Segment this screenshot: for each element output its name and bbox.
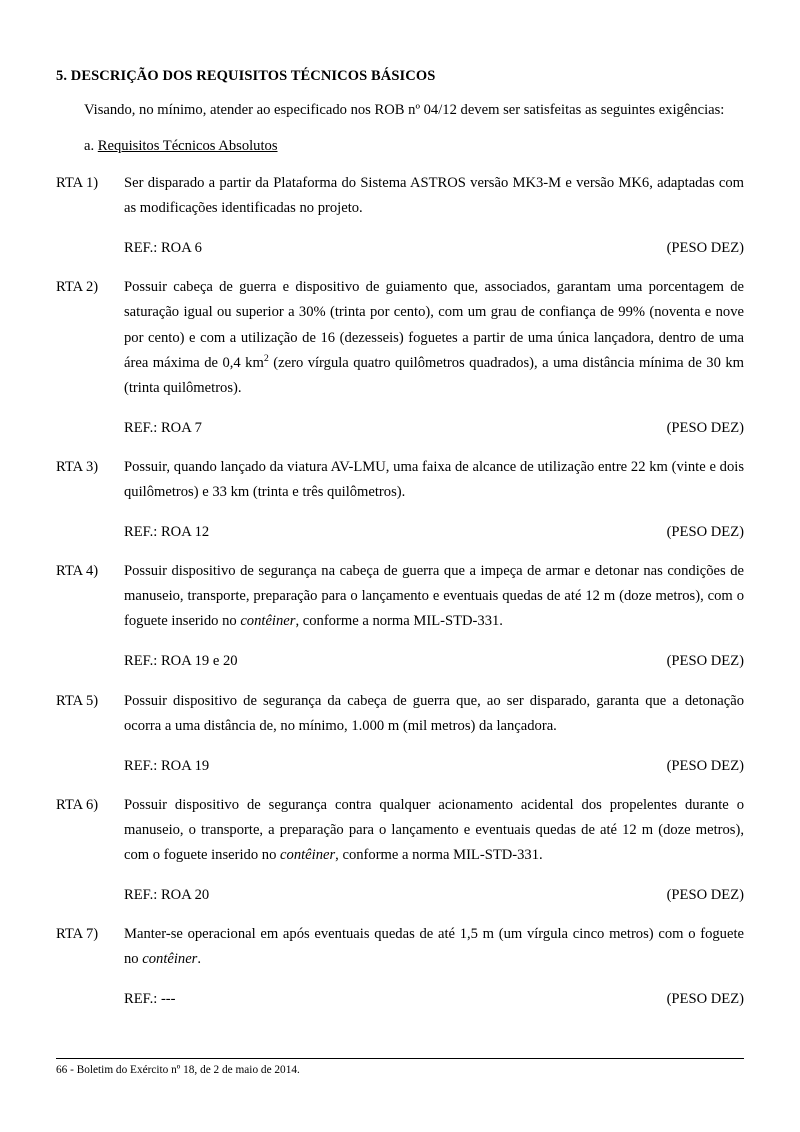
weight-label: (PESO DEZ) [666,419,744,436]
requirement-item [56,455,744,545]
emphasis-text: contêiner [240,613,296,630]
reference-label: REF.: ROA 12 [124,524,210,541]
requirement-tag: RTA 1) [56,175,99,192]
requirement-item [56,275,744,441]
requirements-list [56,171,744,1012]
weight-label: (PESO DEZ) [666,757,744,774]
requirement-body [124,275,744,441]
weight-label: (PESO DEZ) [666,653,744,670]
requirement-text: Possuir, quando lançado da viatura AV-LMU, uma faixa de alcance de utilização entre 22 km (vinte e dois quilômetros) e 33 km (trinta e três quilômetros). [124,458,744,500]
requirement-tag: RTA 3) [56,458,99,475]
reference-line [124,520,744,545]
requirement-item [56,922,744,1012]
emphasis-text: contêiner [142,951,198,968]
requirement-tag: RTA 5) [56,692,99,709]
reference-label: REF.: ROA 7 [124,419,202,436]
requirement-tag: RTA 2) [56,279,99,296]
requirement-item [56,559,744,674]
reference-line [124,236,744,261]
subsection-label: Requisitos Técnicos Absolutos [97,138,278,155]
reference-line [124,649,744,674]
footer-divider [56,1058,744,1059]
requirement-text: Possuir dispositivo de segurança na cabeça de guerra que a impeça de armar e detonar nas condições de manuseio, transporte, preparação para o lançamento e eventuais quedas de até 12 m (doze metros), com o foguete inserido no contêiner, conforme a norma MIL-STD-331. [124,563,744,630]
reference-label: REF.: ROA 6 [124,240,202,257]
requirement-text: Ser disparado a partir da Plataforma do Sistema ASTROS versão MK3-M e versão MK6, adaptadas com as modificações identificadas no projeto. [124,175,744,217]
requirement-body [124,922,744,1012]
weight-label: (PESO DEZ) [666,524,744,541]
emphasis-text: contêiner [280,847,336,864]
requirement-body [124,793,744,908]
reference-line [124,883,744,908]
requirement-item [56,793,744,908]
page-footer [56,1058,744,1076]
intro-paragraph: Visando, no mínimo, atender ao especificado nos ROB nº 04/12 devem ser satisfeitas as seguintes exigências: [84,102,725,118]
page-title: 5. DESCRIÇÃO DOS REQUISITOS TÉCNICOS BÁSICOS [56,68,436,84]
requirement-tag: RTA 7) [56,926,99,943]
requirement-text: Possuir dispositivo de segurança da cabeça de guerra que, ao ser disparado, garanta que a detonação ocorra a uma distância de, no mínimo, 1.000 m (mil metros) da lançadora. [124,692,744,734]
requirement-text: Possuir dispositivo de segurança contra qualquer acionamento acidental dos propelentes durante o manuseio, o transporte, a preparação para o lançamento e eventuais quedas de até 12 m (doze metros), com o foguete inserido no contêiner, conforme a norma MIL-STD-331. [124,796,744,864]
reference-label: REF.: ROA 20 [124,887,210,904]
reference-line [124,416,744,441]
requirement-item [56,171,744,261]
requirement-body [124,171,744,261]
reference-label: REF.: ROA 19 [124,757,210,774]
reference-line [124,754,744,779]
requirement-body [124,455,744,545]
reference-line [124,987,744,1012]
subsection-heading [56,138,744,155]
requirement-body [124,689,744,779]
requirement-body [124,559,744,674]
weight-label: (PESO DEZ) [666,240,744,257]
requirement-tag: RTA 4) [56,563,99,580]
reference-label: REF.: --- [124,991,176,1008]
requirement-tag: RTA 6) [56,796,99,813]
superscript-text: 2 [263,352,269,364]
weight-label: (PESO DEZ) [666,887,744,904]
requirement-item [56,689,744,779]
requirement-text: Possuir cabeça de guerra e dispositivo de guiamento que, associados, garantam uma porcentagem de saturação igual ou superior a 30% (trinta por cento), com um grau de confiança de 99% (noventa e nove por cento) e com a utilização de 16 (dezesseis) foguetes a partir de uma única lançadora, dentro de uma área máxima de 0,4 $km^2$ (zero vírgula quatro quilômetros quadrados), a uma distância mínima de 30 km (trinta quilômetros). [124,279,745,396]
requirement-text: Manter-se operacional em após eventuais quedas de até 1,5 m (um vírgula cinco metros) com o foguete no contêiner. [124,926,744,968]
reference-label: REF.: ROA 19 e 20 [124,653,238,670]
subsection-letter: a. [84,138,98,155]
weight-label: (PESO DEZ) [666,991,744,1008]
footer-text: 66 - Boletim do Exército nº 18, de 2 de maio de 2014. [56,1064,300,1076]
